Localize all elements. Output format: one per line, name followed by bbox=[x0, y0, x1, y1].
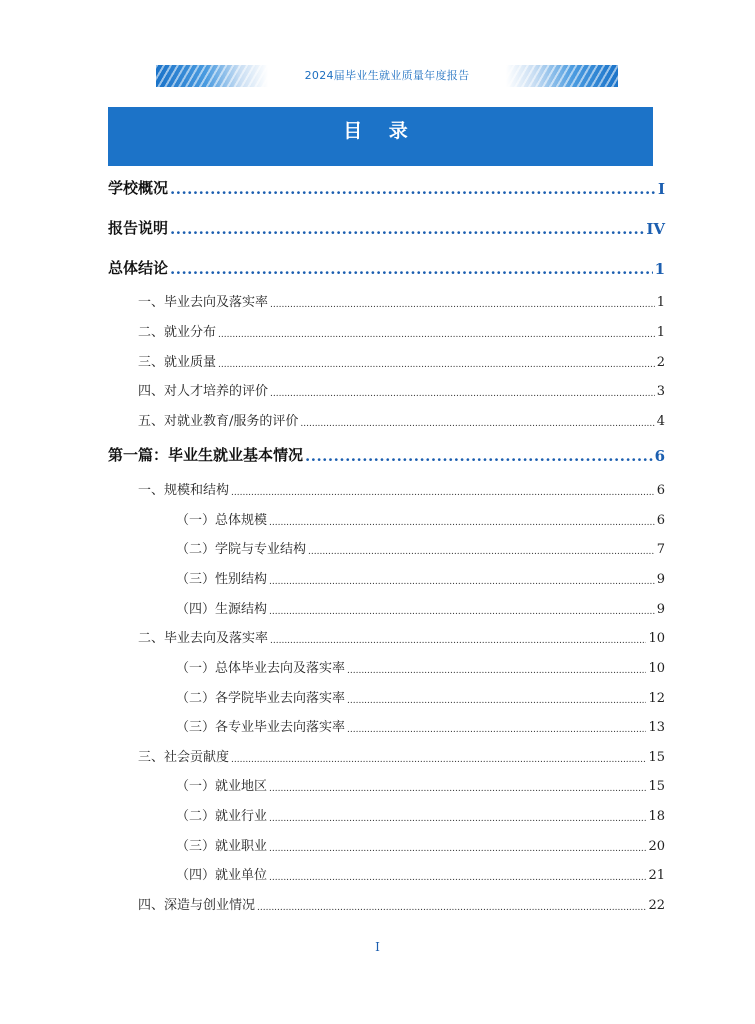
toc-entry-label: （一）总体规模 bbox=[176, 513, 268, 528]
dot-leader bbox=[170, 223, 644, 238]
toc-entry-page: 3 bbox=[656, 384, 665, 399]
toc-entry-page: 6 bbox=[656, 513, 665, 528]
toc-entry-label: （三）各专业毕业去向落实率 bbox=[176, 720, 346, 735]
toc-entry[interactable] bbox=[176, 716, 665, 735]
toc-entry-page: 9 bbox=[656, 572, 665, 587]
toc-entry[interactable] bbox=[176, 775, 665, 794]
toc-entry-page: 21 bbox=[648, 868, 665, 883]
toc-entry-page: 13 bbox=[648, 720, 665, 735]
toc-entry-label: 总体结论 bbox=[108, 259, 169, 277]
dot-leader bbox=[170, 263, 653, 278]
toc-entry-label: （二）学院与专业结构 bbox=[176, 542, 307, 557]
dot-leader bbox=[305, 450, 653, 465]
toc-entry-label: 二、就业分布 bbox=[138, 325, 217, 340]
toc-entry-page: 1 bbox=[656, 325, 665, 340]
dot-leader bbox=[269, 785, 646, 794]
dot-leader bbox=[269, 815, 646, 824]
toc-entry-label: 四、深造与创业情况 bbox=[138, 898, 256, 913]
toc-entry[interactable] bbox=[138, 894, 665, 913]
toc-entry-page: 12 bbox=[648, 691, 665, 706]
toc-entry[interactable] bbox=[138, 351, 665, 370]
dot-leader bbox=[270, 390, 655, 399]
dot-leader bbox=[270, 301, 655, 310]
dot-leader bbox=[269, 578, 655, 587]
toc-entry-page: 15 bbox=[648, 779, 665, 794]
toc-entry-label: （二）各学院毕业去向落实率 bbox=[176, 691, 346, 706]
toc-entry-label: 第一篇：毕业生就业基本情况 bbox=[108, 446, 304, 464]
toc-entry-page: 20 bbox=[648, 839, 665, 854]
toc-entry-label: （三）就业职业 bbox=[176, 839, 268, 854]
dot-leader bbox=[231, 489, 655, 498]
header-banner bbox=[156, 65, 618, 87]
toc-entry[interactable] bbox=[138, 746, 665, 765]
toc-entry-page: 22 bbox=[648, 898, 665, 913]
toc-entry[interactable] bbox=[108, 217, 665, 238]
toc-entry-page: 4 bbox=[656, 414, 665, 429]
toc-entry-page: 15 bbox=[648, 750, 665, 765]
toc-entry[interactable] bbox=[138, 479, 665, 498]
dot-leader bbox=[347, 697, 646, 706]
toc-entry-label: 一、规模和结构 bbox=[138, 483, 230, 498]
toc-entry-label: 三、就业质量 bbox=[138, 355, 217, 370]
toc-entry[interactable] bbox=[176, 835, 665, 854]
toc-entry-label: （四）生源结构 bbox=[176, 602, 268, 617]
toc-entry-label: （一）就业地区 bbox=[176, 779, 268, 794]
dot-leader bbox=[347, 667, 646, 676]
toc-entry[interactable] bbox=[108, 177, 665, 198]
toc-entry-page: 6 bbox=[654, 447, 665, 465]
dot-leader bbox=[269, 845, 646, 854]
toc-entry[interactable] bbox=[176, 687, 665, 706]
dot-leader bbox=[269, 608, 655, 617]
toc-entry[interactable] bbox=[176, 864, 665, 883]
toc-entry-page: 10 bbox=[648, 631, 665, 646]
toc-entry[interactable] bbox=[138, 291, 665, 310]
toc-entry[interactable] bbox=[176, 538, 665, 557]
toc-entry[interactable] bbox=[176, 509, 665, 528]
toc-entry-label: （一）总体毕业去向及落实率 bbox=[176, 661, 346, 676]
dot-leader bbox=[231, 756, 646, 765]
toc-entry[interactable] bbox=[176, 598, 665, 617]
toc-entry-label: （二）就业行业 bbox=[176, 809, 268, 824]
dot-leader bbox=[300, 420, 654, 429]
toc-entry-label: 三、社会贡献度 bbox=[138, 750, 230, 765]
toc-entry-label: 五、对就业教育/服务的评价 bbox=[138, 414, 299, 429]
toc-entry[interactable] bbox=[108, 444, 665, 465]
dot-leader bbox=[269, 519, 655, 528]
toc-entry-label: 报告说明 bbox=[108, 219, 169, 237]
toc-entry[interactable] bbox=[138, 380, 665, 399]
toc-entry-page: 9 bbox=[656, 602, 665, 617]
dot-leader bbox=[269, 874, 646, 883]
toc-entry-page: 1 bbox=[656, 295, 665, 310]
toc-entry[interactable] bbox=[138, 321, 665, 340]
toc-heading-box bbox=[108, 107, 653, 166]
dot-leader bbox=[270, 637, 646, 646]
toc-entry-label: 二、毕业去向及落实率 bbox=[138, 631, 269, 646]
toc-heading: 目 录 bbox=[343, 120, 418, 142]
toc-entry[interactable] bbox=[138, 410, 665, 429]
toc-entry[interactable] bbox=[176, 568, 665, 587]
dot-leader bbox=[347, 726, 646, 735]
toc-entry-page: 2 bbox=[656, 355, 665, 370]
toc-entry-page: IV bbox=[646, 220, 665, 238]
dot-leader bbox=[170, 183, 656, 198]
toc-entry[interactable] bbox=[138, 627, 665, 646]
toc-entry[interactable] bbox=[176, 805, 665, 824]
toc-entry-label: （三）性别结构 bbox=[176, 572, 268, 587]
dot-leader bbox=[308, 548, 655, 557]
toc-entry[interactable] bbox=[108, 257, 665, 278]
toc-entry-page: 1 bbox=[654, 260, 665, 278]
dot-leader bbox=[257, 904, 646, 913]
toc-entry-label: 四、对人才培养的评价 bbox=[138, 384, 269, 399]
dot-leader bbox=[218, 331, 655, 340]
toc-entry-page: 6 bbox=[656, 483, 665, 498]
dot-leader bbox=[218, 361, 655, 370]
toc-entry-page: 7 bbox=[656, 542, 665, 557]
toc-entry-label: 一、毕业去向及落实率 bbox=[138, 295, 269, 310]
toc-entry-label: 学校概况 bbox=[108, 179, 169, 197]
toc-entry-page: 18 bbox=[648, 809, 665, 824]
toc-entry-page: 10 bbox=[648, 661, 665, 676]
report-title: 2024届毕业生就业质量年度报告 bbox=[304, 69, 470, 82]
toc-entry[interactable] bbox=[176, 657, 665, 676]
toc-entry-page: I bbox=[657, 180, 665, 198]
toc-entry-label: （四）就业单位 bbox=[176, 868, 268, 883]
page-number: I bbox=[375, 940, 380, 954]
